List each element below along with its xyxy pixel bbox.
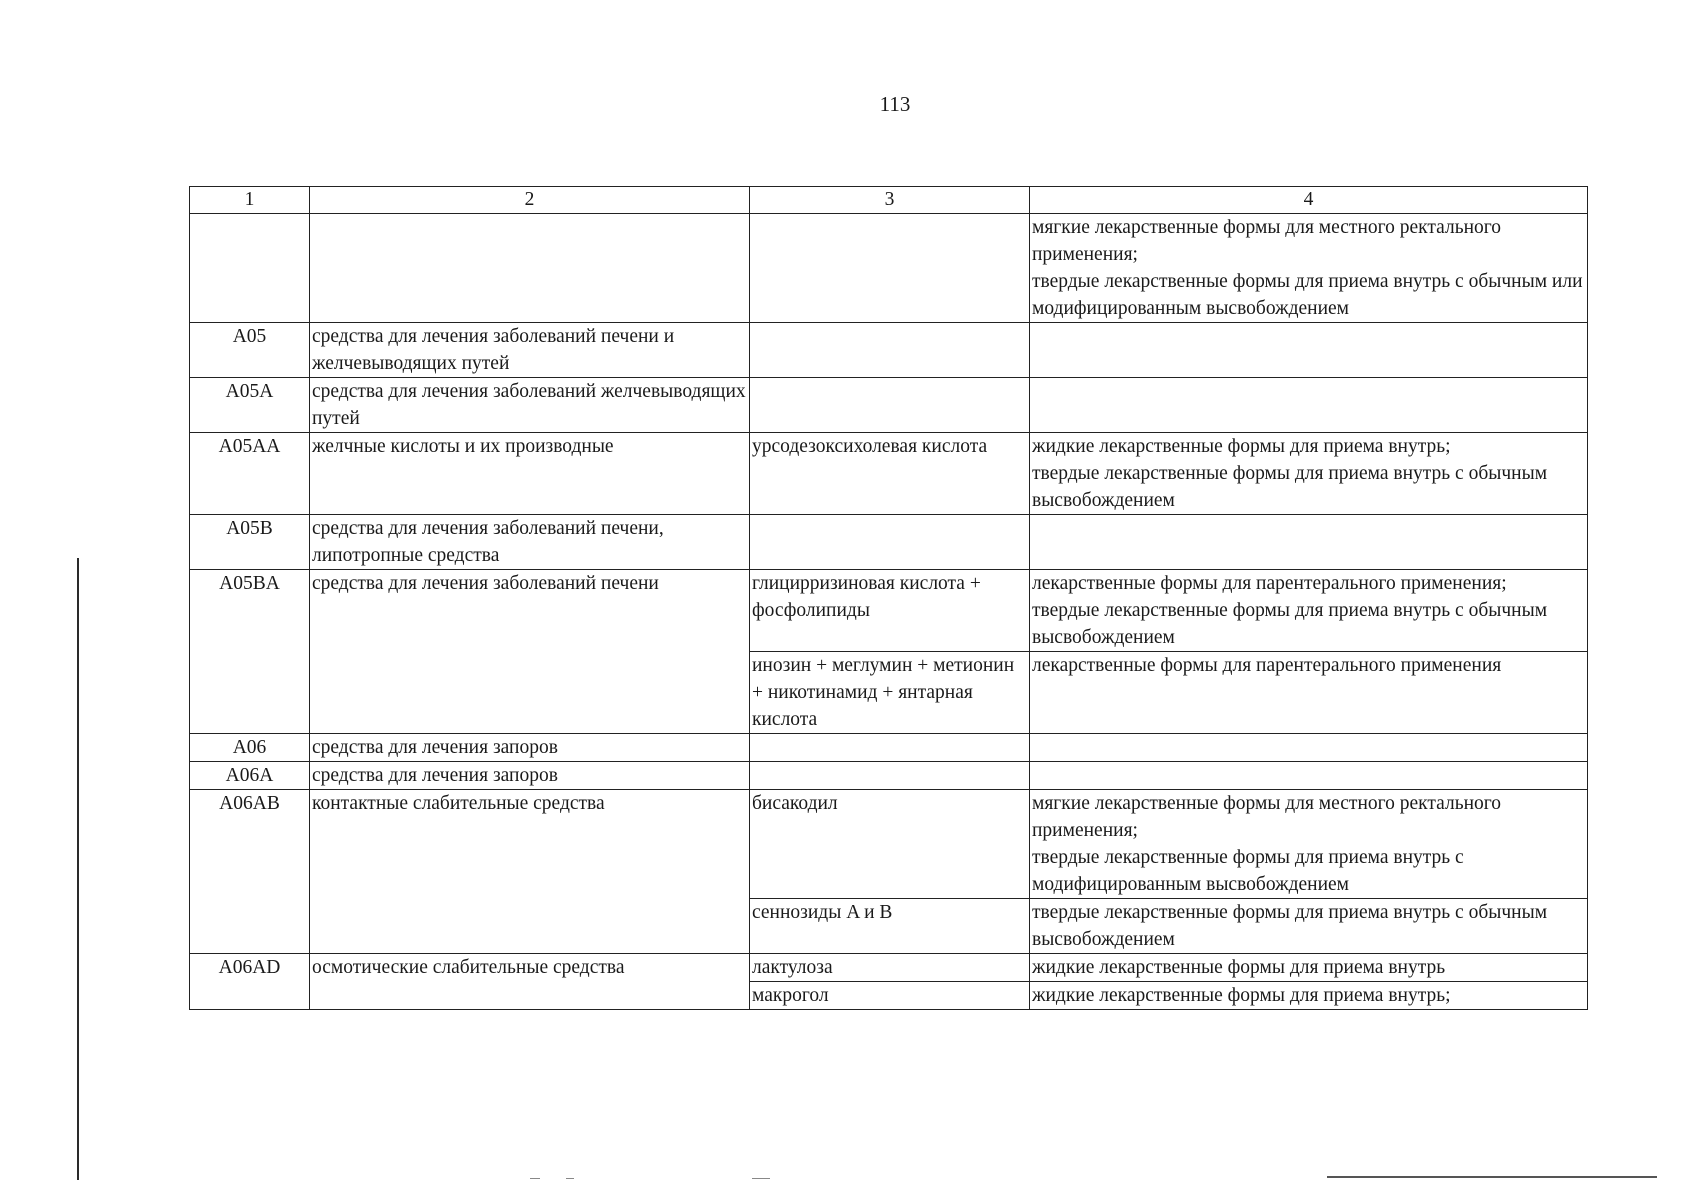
dosage-form-text: лекарственные формы для парентерального применения — [1032, 655, 1502, 676]
table-row — [190, 734, 1588, 762]
dosage-forms-cell — [1030, 762, 1588, 790]
dosage-form-text: твердые лекарственные формы для приема внутрь с обычным высвобождением — [1032, 600, 1548, 648]
atc-code-cell: A05 — [190, 323, 310, 378]
dosage-forms-cell — [1030, 652, 1588, 734]
dosage-form-text: лекарственные формы для парентерального применения; — [1032, 573, 1507, 594]
atc-code-cell: A05A — [190, 378, 310, 433]
table-header-row — [190, 187, 1588, 214]
drug-name-cell — [750, 378, 1030, 433]
group-name-cell: желчные кислоты и их производные — [310, 433, 750, 515]
drug-name-cell: инозин + меглумин + метионин + никотинамид + янтарная кислота — [750, 652, 1030, 734]
drug-name-cell — [750, 734, 1030, 762]
table-row — [190, 762, 1588, 790]
scan-dash — [530, 1178, 540, 1179]
drug-name-cell — [750, 323, 1030, 378]
dosage-form-text: жидкие лекарственные формы для приема внутрь — [1032, 957, 1446, 978]
table-row — [190, 433, 1588, 515]
atc-code-cell: A06AD — [190, 954, 310, 1010]
dosage-forms-cell — [1030, 570, 1588, 652]
drug-name-cell — [750, 515, 1030, 570]
atc-code-cell: A06AB — [190, 790, 310, 954]
column-header: 2 — [310, 187, 750, 214]
scan-dash — [566, 1178, 574, 1179]
drug-name-cell: глицирризиновая кислота + фосфолипиды — [750, 570, 1030, 652]
dosage-form-text: твердые лекарственные формы для приема внутрь с модифицированным высвобождением — [1032, 847, 1464, 895]
dosage-form-text: мягкие лекарственные формы для местного ректального применения; — [1032, 793, 1502, 841]
table-row — [190, 214, 1588, 323]
group-name-cell — [310, 214, 750, 323]
atc-code-cell: A06A — [190, 762, 310, 790]
dosage-form-text: жидкие лекарственные формы для приема внутрь; — [1032, 985, 1451, 1006]
table-row — [190, 378, 1588, 433]
group-name-cell: контактные слабительные средства — [310, 790, 750, 954]
dosage-form-text: твердые лекарственные формы для приема внутрь с обычным высвобождением — [1032, 463, 1548, 511]
atc-code-cell: A05BA — [190, 570, 310, 734]
scan-edge-mark — [1327, 1176, 1657, 1178]
atc-code-cell: A05B — [190, 515, 310, 570]
table-row — [190, 515, 1588, 570]
dosage-forms-cell — [1030, 515, 1588, 570]
group-name-cell: средства для лечения запоров — [310, 762, 750, 790]
dosage-forms-cell — [1030, 734, 1588, 762]
atc-code-cell: A05AA — [190, 433, 310, 515]
drug-name-cell: бисакодил — [750, 790, 1030, 899]
group-name-cell: средства для лечения запоров — [310, 734, 750, 762]
dosage-forms-cell — [1030, 954, 1588, 982]
dosage-forms-cell — [1030, 323, 1588, 378]
drug-name-cell — [750, 762, 1030, 790]
dosage-forms-cell — [1030, 790, 1588, 899]
dosage-forms-cell — [1030, 433, 1588, 515]
scan-dash — [752, 1178, 770, 1179]
group-name-cell: средства для лечения заболеваний печени, липотропные средства — [310, 515, 750, 570]
drug-name-cell: макрогол — [750, 982, 1030, 1010]
dosage-forms-cell — [1030, 378, 1588, 433]
table-row — [190, 570, 1588, 652]
drug-name-cell: сеннозиды A и B — [750, 899, 1030, 954]
atc-code-cell — [190, 214, 310, 323]
group-name-cell: средства для лечения заболеваний печени — [310, 570, 750, 734]
column-header: 1 — [190, 187, 310, 214]
atc-code-cell: A06 — [190, 734, 310, 762]
group-name-cell: осмотические слабительные средства — [310, 954, 750, 1010]
drug-name-cell: лактулоза — [750, 954, 1030, 982]
group-name-cell: средства для лечения заболеваний желчевыводящих путей — [310, 378, 750, 433]
page-number: 113 — [879, 92, 911, 116]
scan-edge-mark — [77, 558, 79, 1180]
dosage-forms-cell — [1030, 982, 1588, 1010]
dosage-form-text: твердые лекарственные формы для приема внутрь с обычным высвобождением — [1032, 902, 1548, 950]
drug-name-cell: урсодезоксихолевая кислота — [750, 433, 1030, 515]
dosage-forms-cell — [1030, 899, 1588, 954]
table-row — [190, 790, 1588, 899]
table-row — [190, 954, 1588, 982]
dosage-form-text: твердые лекарственные формы для приема внутрь с обычным или модифицированным высвобождением — [1032, 271, 1583, 319]
drug-classification-table — [189, 186, 1588, 1010]
column-header: 4 — [1030, 187, 1588, 214]
group-name-cell: средства для лечения заболеваний печени и желчевыводящих путей — [310, 323, 750, 378]
table-row — [190, 323, 1588, 378]
drug-name-cell — [750, 214, 1030, 323]
dosage-forms-cell — [1030, 214, 1588, 323]
dosage-form-text: мягкие лекарственные формы для местного ректального применения; — [1032, 217, 1502, 265]
dosage-form-text: жидкие лекарственные формы для приема внутрь; — [1032, 436, 1451, 457]
column-header: 3 — [750, 187, 1030, 214]
